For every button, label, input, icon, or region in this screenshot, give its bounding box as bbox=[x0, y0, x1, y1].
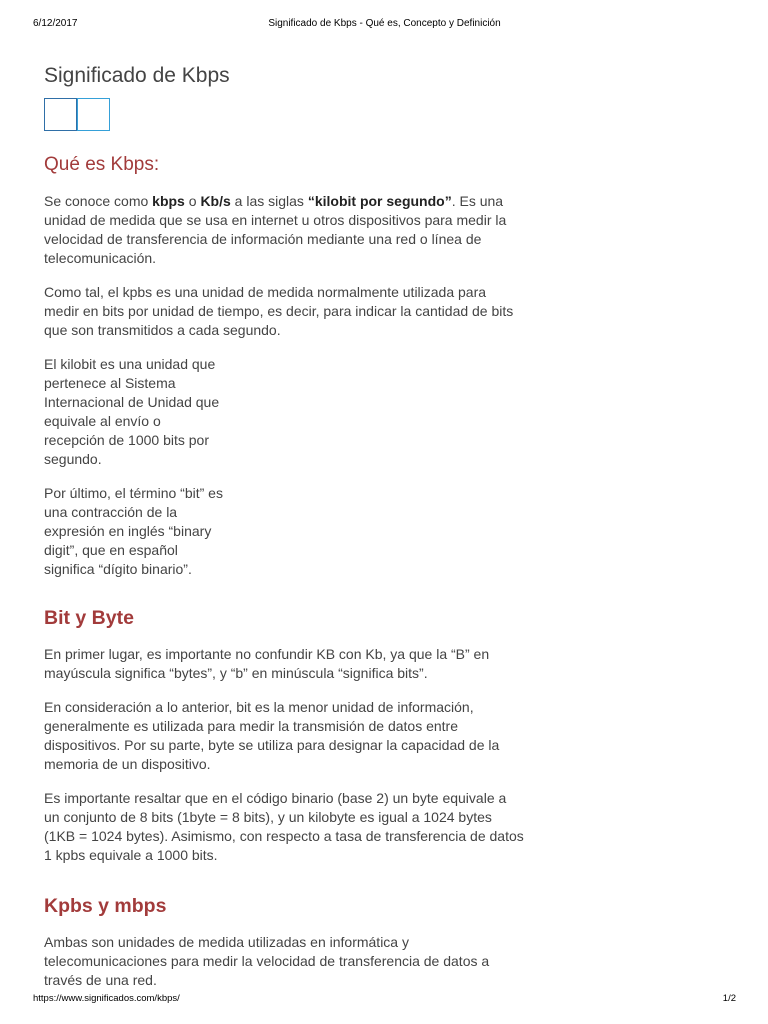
section-heading-que-es: Qué es Kbps: bbox=[44, 154, 160, 175]
print-doc-title: Significado de Kbps - Qué es, Concepto y Definición bbox=[268, 18, 501, 29]
paragraph-bit-term: Por último, el término “bit” es una contracción de la expresión en inglés “binary digit”, que en español significa “dígito binario”. bbox=[44, 485, 223, 577]
share-buttons bbox=[44, 98, 524, 132]
section-heading-bit-byte: Bit y Byte bbox=[44, 607, 134, 629]
print-page-number: 1/2 bbox=[722, 993, 736, 1004]
paragraph-ambas: Ambas son unidades de medida utilizadas en informática y telecomunicaciones para medir la velocidad de transferencia de datos a través de una red. bbox=[44, 934, 490, 988]
print-url: https://www.significados.com/kbps/ bbox=[33, 993, 180, 1004]
paragraph-intro: Se conoce como kbps o Kb/s a las siglas “kilobit por segundo”. Es una unidad de medida que se usa en internet u otros dispositivos para medir la velocidad de transferencia de información mediante una red o línea de telecomunicación. bbox=[44, 193, 507, 266]
print-header bbox=[33, 18, 736, 32]
paragraph-kilobit: El kilobit es una unidad que pertenece al Sistema Internacional de Unidad que equivale al envío o recepción de 1000 bits por segundo. bbox=[44, 356, 220, 467]
print-date: 6/12/2017 bbox=[33, 18, 78, 29]
paragraph-bit-unit: En consideración a lo anterior, bit es la menor unidad de información, generalmente es utilizada para medir la transmisión de datos entre dispositivos. Por su parte, byte se utiliza para designar la capacidad de la memoria de un dispositivo. bbox=[44, 699, 500, 772]
section-heading-kpbs-mbps: Kpbs y mbps bbox=[44, 895, 167, 917]
page-title: Significado de Kbps bbox=[44, 64, 230, 87]
paragraph-como-tal: Como tal, el kpbs es una unidad de medida normalmente utilizada para medir en bits por unidad de tiempo, es decir, para indicar la cantidad de bits que son transmitidos a cada segundo. bbox=[44, 284, 514, 338]
article bbox=[44, 62, 524, 990]
share-button-right[interactable] bbox=[77, 98, 110, 131]
share-button-left[interactable] bbox=[44, 98, 77, 131]
print-footer bbox=[33, 993, 736, 1007]
paragraph-kb-kb: En primer lugar, es importante no confundir KB con Kb, ya que la “B” en mayúscula significa “bytes”, y “b” en minúscula “significa bits”. bbox=[44, 646, 490, 681]
paragraph-binary: Es importante resaltar que en el código binario (base 2) un byte equivale a un conjunto de 8 bits (1byte = 8 bits), y un kilobyte es igual a 1024 bytes (1KB = 1024 bytes). Asimismo, con respecto a tasa de transferencia de datos 1 kpbs equivale a 1000 bits. bbox=[44, 790, 524, 863]
